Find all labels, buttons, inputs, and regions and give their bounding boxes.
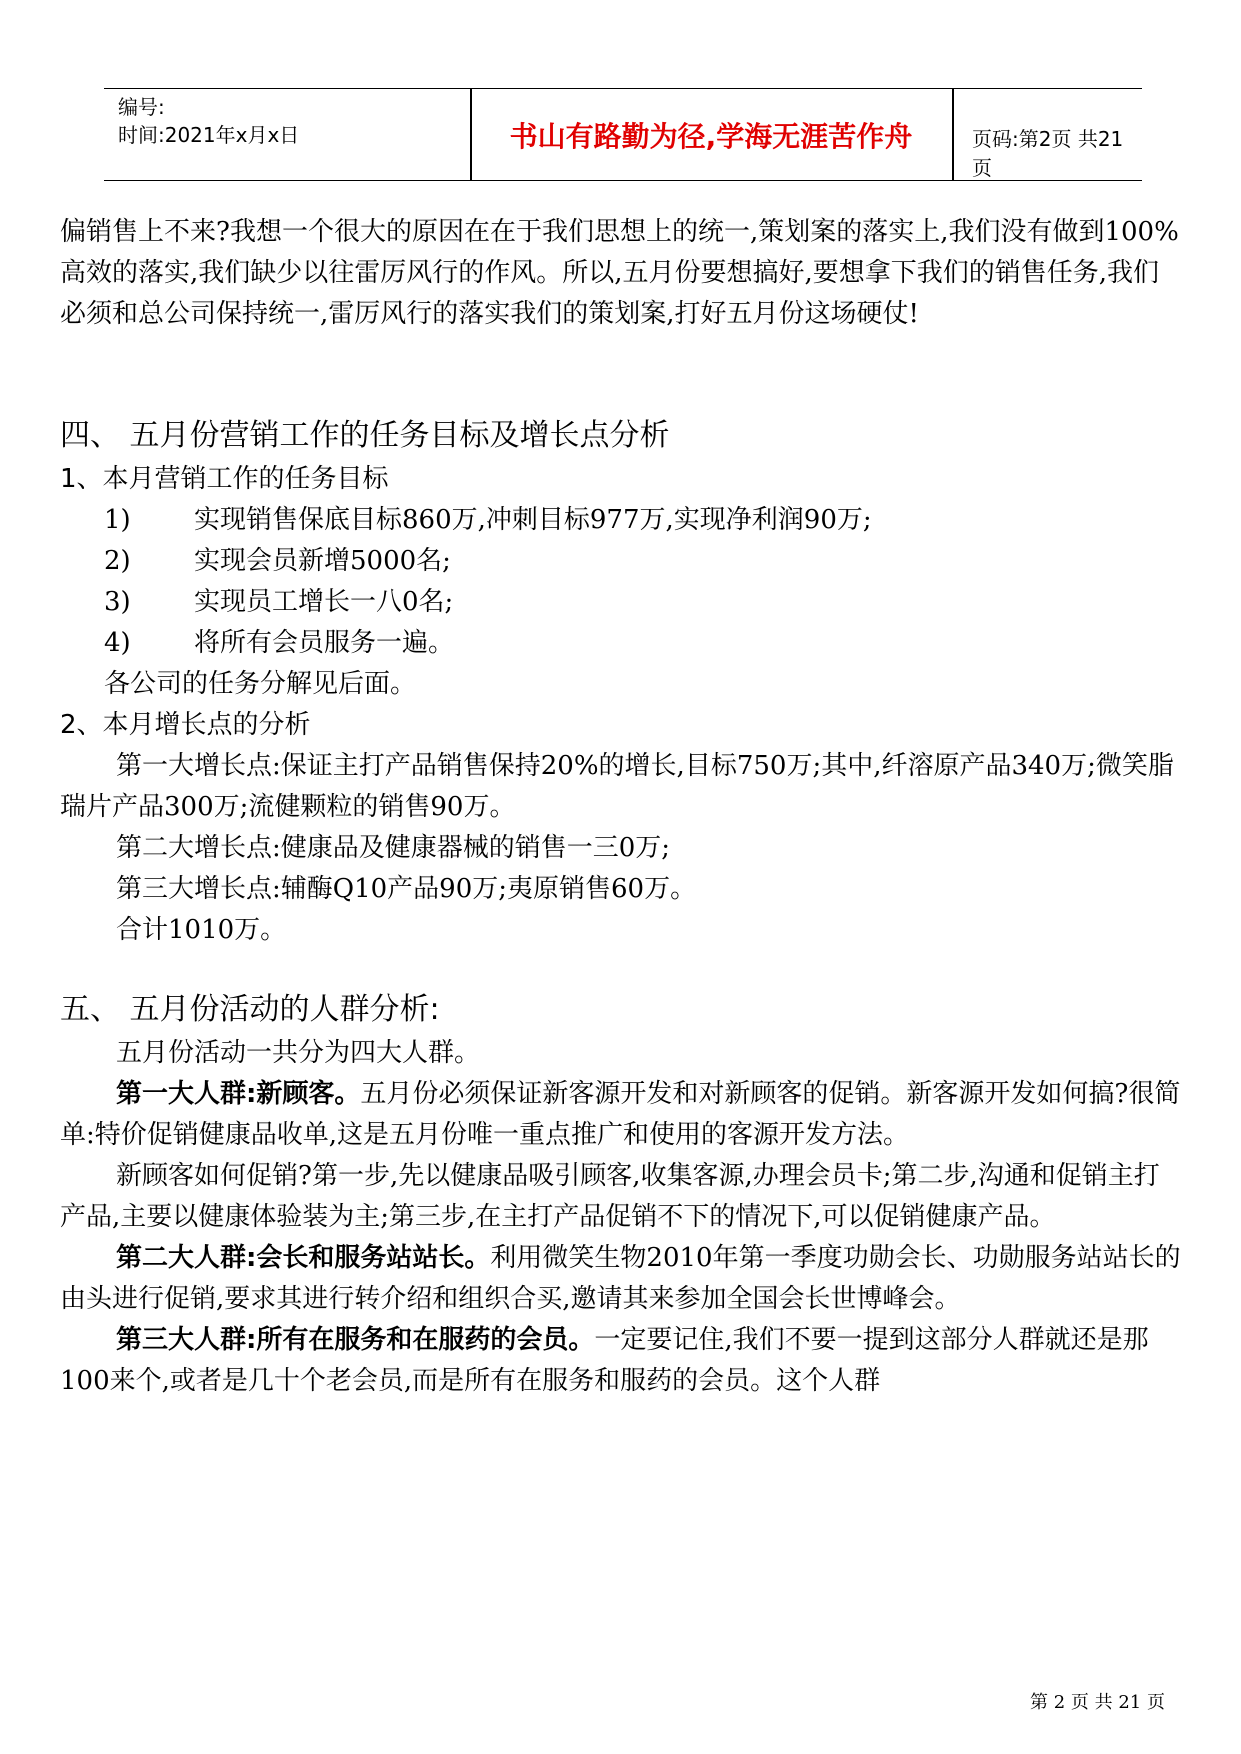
group-2-title: 第二大人群:会长和服务站站长。 [116, 1243, 491, 1273]
list-item [60, 500, 1184, 541]
list-item-text: 实现员工增长一八0名; [194, 587, 454, 617]
section-4-subheading-1: 1、本月营销工作的任务目标 [60, 464, 389, 494]
group-2-paragraph [60, 1238, 1184, 1320]
header-page-info: 页码:第2页 共21页 [972, 127, 1124, 180]
list-item-text: 实现会员新增5000名; [194, 546, 451, 576]
list-item-number: 4) [104, 628, 131, 658]
growth-point-1: 第一大增长点:保证主打产品销售保持20%的增长,目标750万;其中,纤溶原产品340万;微笑脂瑞片产品300万;流健颗粒的销售90万。 [60, 751, 1174, 822]
group-1-text: 五月份必须保证新客源开发和对新顾客的促销。新客源开发如何搞?很简单:特价促销健康品收单,这是五月份唯一重点推广和使用的客源开发方法。 [60, 1079, 1181, 1150]
header-motto: 书山有路勤为径,学海无涯苦作舟 [509, 119, 913, 153]
header-divider [952, 89, 954, 180]
section-4-heading: 四、 五月份营销工作的任务目标及增长点分析 [60, 418, 670, 453]
group-1-paragraph [60, 1074, 1184, 1156]
list-item [60, 541, 1184, 582]
list-item [60, 582, 1184, 623]
group-3-paragraph [60, 1320, 1184, 1402]
growth-total: 合计1010万。 [116, 915, 287, 945]
document-body [60, 212, 1184, 1402]
page-header [104, 88, 1142, 181]
page-footer: 第 2 页 共 21 页 [1030, 1692, 1165, 1713]
group-1-title: 第一大人群:新顾客。 [116, 1079, 361, 1109]
group-3-title: 第三大人群:所有在服务和在服药的会员。 [116, 1325, 595, 1355]
section-4-subheading-2: 2、本月增长点的分析 [60, 710, 311, 740]
task-breakdown-note: 各公司的任务分解见后面。 [104, 669, 417, 699]
section-5-intro: 五月份活动一共分为四大人群。 [116, 1038, 481, 1068]
intro-paragraph: 偏销售上不来?我想一个很大的原因在在于我们思想上的统一,策划案的落实上,我们没有做到100%高效的落实,我们缺少以往雷厉风行的作风。所以,五月份要想搞好,要想拿下我们的销售任务,我们必须和总公司保持统一,雷厉风行的落实我们的策划案,打好五月份这场硬仗! [60, 217, 1179, 329]
list-item [60, 623, 1184, 664]
growth-point-2: 第二大增长点:健康品及健康器械的销售一三0万; [116, 833, 671, 863]
list-item-number: 2) [104, 546, 131, 576]
list-item-number: 3) [104, 587, 131, 617]
group-2-text: 利用微笑生物2010年第一季度功勋会长、功勋服务站站长的由头进行促销,要求其进行转介绍和组织合买,邀请其来参加全国会长世博峰会。 [60, 1243, 1181, 1314]
number-label: 编号: [118, 95, 165, 119]
header-meta [118, 93, 299, 149]
list-item-text: 实现销售保底目标860万,冲刺目标977万,实现净利润90万; [194, 505, 872, 535]
section-5-heading: 五、 五月份活动的人群分析: [60, 992, 440, 1027]
group-1-followup: 新顾客如何促销?第一步,先以健康品吸引顾客,收集客源,办理会员卡;第二步,沟通和促销主打产品,主要以健康体验装为主;第三步,在主打产品促销不下的情况下,可以促销健康产品。 [60, 1161, 1160, 1232]
group-3-text: 一定要记住,我们不要一提到这部分人群就还是那100来个,或者是几十个老会员,而是所有在服务和服药的会员。这个人群 [60, 1325, 1149, 1396]
growth-point-3: 第三大增长点:辅酶Q10产品90万;夷原销售60万。 [116, 874, 697, 904]
list-item-text: 将所有会员服务一遍。 [194, 628, 455, 658]
time-label: 时间:2021年x月x日 [118, 123, 300, 147]
list-item-number: 1) [104, 505, 131, 535]
